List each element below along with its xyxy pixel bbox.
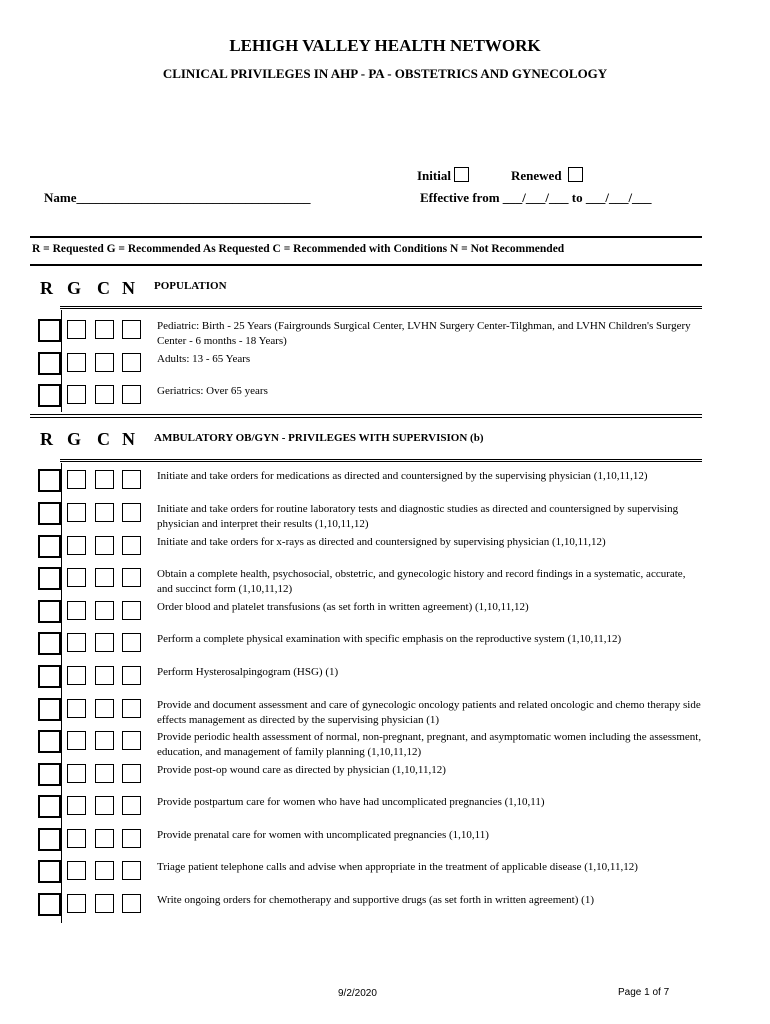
requested-checkbox[interactable] bbox=[38, 828, 61, 851]
privilege-text: Provide periodic health assessment of normal, non-pregnant, pregnant, and asymptomatic women including the assessment, education, and management of family planning (1,10,11,12) bbox=[157, 731, 702, 758]
requested-checkbox[interactable] bbox=[38, 763, 61, 786]
requested-checkbox[interactable] bbox=[38, 795, 61, 818]
not-recommended-checkbox[interactable] bbox=[122, 666, 141, 685]
privilege-text: Provide postpartum care for women who have had uncomplicated pregnancies (1,10,11) bbox=[157, 796, 545, 808]
privilege-text: Provide post-op wound care as directed by physician (1,10,11,12) bbox=[157, 764, 446, 776]
not-recommended-checkbox[interactable] bbox=[122, 353, 141, 372]
not-recommended-checkbox[interactable] bbox=[122, 320, 141, 339]
requested-checkbox[interactable] bbox=[38, 384, 61, 407]
requested-checkbox[interactable] bbox=[38, 502, 61, 525]
recommended-checkbox[interactable] bbox=[67, 764, 86, 783]
conditions-checkbox[interactable] bbox=[95, 320, 114, 339]
section-rule bbox=[60, 459, 702, 460]
conditions-checkbox[interactable] bbox=[95, 796, 114, 815]
conditions-checkbox[interactable] bbox=[95, 764, 114, 783]
col-c: C bbox=[97, 429, 110, 449]
not-recommended-checkbox[interactable] bbox=[122, 894, 141, 913]
requested-checkbox[interactable] bbox=[38, 319, 61, 342]
requested-checkbox[interactable] bbox=[38, 632, 61, 655]
not-recommended-checkbox[interactable] bbox=[122, 601, 141, 620]
recommended-checkbox[interactable] bbox=[67, 503, 86, 522]
privilege-text: Write ongoing orders for chemotherapy and supportive drugs (as set forth in written agreement) (1) bbox=[157, 894, 594, 906]
name-label: Name bbox=[44, 190, 77, 205]
column-headers-2 bbox=[40, 429, 150, 451]
initial-field bbox=[417, 167, 469, 184]
conditions-checkbox[interactable] bbox=[95, 470, 114, 489]
section-rule bbox=[30, 414, 702, 415]
document-subtitle: CLINICAL PRIVILEGES IN AHP - PA - OBSTETRICS AND GYNECOLOGY bbox=[162, 66, 608, 81]
col-r: R bbox=[40, 278, 53, 298]
conditions-checkbox[interactable] bbox=[95, 731, 114, 750]
recommended-checkbox[interactable] bbox=[67, 320, 86, 339]
recommended-checkbox[interactable] bbox=[67, 601, 86, 620]
privilege-text: Initiate and take orders for x-rays as directed and countersigned by supervising physician (1,10,11,12) bbox=[157, 536, 606, 548]
recommended-checkbox[interactable] bbox=[67, 731, 86, 750]
conditions-checkbox[interactable] bbox=[95, 353, 114, 372]
recommended-checkbox[interactable] bbox=[67, 568, 86, 587]
not-recommended-checkbox[interactable] bbox=[122, 731, 141, 750]
requested-checkbox[interactable] bbox=[38, 860, 61, 883]
col-n: N bbox=[122, 278, 135, 298]
col-g: G bbox=[67, 278, 82, 298]
not-recommended-checkbox[interactable] bbox=[122, 568, 141, 587]
footer-page: Page 1 of 7 bbox=[618, 987, 670, 998]
not-recommended-checkbox[interactable] bbox=[122, 861, 141, 880]
recommended-checkbox[interactable] bbox=[67, 385, 86, 404]
privilege-text: Pediatric: Birth - 25 Years (Fairgrounds Surgical Center, LVHN Surgery Center-Tilghman, and LVHN Children's Surgery Center - 6 months - 18 Years) bbox=[157, 320, 691, 347]
effective-dates[interactable]: Effective from ___/___/___ to ___/___/___ bbox=[420, 190, 652, 205]
privilege-text: Initiate and take orders for medications as directed and countersigned by the supervising physician (1,10,11,12) bbox=[157, 470, 648, 482]
renewed-field bbox=[511, 167, 583, 184]
not-recommended-checkbox[interactable] bbox=[122, 503, 141, 522]
privilege-text: Perform a complete physical examination with specific emphasis on the reproductive system (1,10,11,12) bbox=[157, 633, 622, 645]
not-recommended-checkbox[interactable] bbox=[122, 536, 141, 555]
name-blank[interactable]: ____________________________________ bbox=[76, 190, 311, 205]
requested-checkbox[interactable] bbox=[38, 893, 61, 916]
recommended-checkbox[interactable] bbox=[67, 699, 86, 718]
privilege-text: Geriatrics: Over 65 years bbox=[157, 385, 268, 397]
recommended-checkbox[interactable] bbox=[67, 829, 86, 848]
privilege-text: Provide prenatal care for women with uncomplicated pregnancies (1,10,11) bbox=[157, 829, 489, 841]
conditions-checkbox[interactable] bbox=[95, 894, 114, 913]
recommended-checkbox[interactable] bbox=[67, 861, 86, 880]
not-recommended-checkbox[interactable] bbox=[122, 829, 141, 848]
not-recommended-checkbox[interactable] bbox=[122, 633, 141, 652]
privilege-text: Provide and document assessment and care of gynecologic oncology patients and related oncologic and chemo therapy side effects management as directed by the supervising physician (1) bbox=[157, 699, 701, 726]
column-headers-1 bbox=[40, 278, 150, 300]
legend-bottom-rule bbox=[30, 264, 702, 266]
privilege-text: Adults: 13 - 65 Years bbox=[157, 353, 251, 365]
renewed-label: Renewed bbox=[511, 168, 562, 183]
conditions-checkbox[interactable] bbox=[95, 601, 114, 620]
conditions-checkbox[interactable] bbox=[95, 385, 114, 404]
col-r: R bbox=[40, 429, 53, 449]
privilege-text: Perform Hysterosalpingogram (HSG) (1) bbox=[157, 666, 339, 678]
privilege-text: Initiate and take orders for routine laboratory tests and diagnostic studies as directed and countersigned by supervising physician and interpret their results (1,10,11,12) bbox=[157, 503, 679, 530]
requested-checkbox[interactable] bbox=[38, 698, 61, 721]
footer-date: 9/2/2020 bbox=[338, 988, 377, 999]
initial-checkbox[interactable] bbox=[454, 167, 469, 182]
not-recommended-checkbox[interactable] bbox=[122, 699, 141, 718]
section-title: POPULATION bbox=[154, 280, 227, 292]
conditions-checkbox[interactable] bbox=[95, 503, 114, 522]
requested-checkbox[interactable] bbox=[38, 600, 61, 623]
name-field[interactable] bbox=[44, 190, 311, 206]
recommended-checkbox[interactable] bbox=[67, 353, 86, 372]
section-rule bbox=[60, 308, 702, 309]
not-recommended-checkbox[interactable] bbox=[122, 470, 141, 489]
conditions-checkbox[interactable] bbox=[95, 829, 114, 848]
section-rule bbox=[60, 306, 702, 307]
conditions-checkbox[interactable] bbox=[95, 666, 114, 685]
initial-label: Initial bbox=[417, 168, 451, 183]
not-recommended-checkbox[interactable] bbox=[122, 796, 141, 815]
recommended-checkbox[interactable] bbox=[67, 633, 86, 652]
legend: R = Requested G = Recommended As Requested C = Recommended with Conditions N = Not Recommended bbox=[32, 243, 565, 255]
not-recommended-checkbox[interactable] bbox=[122, 385, 141, 404]
not-recommended-checkbox[interactable] bbox=[122, 764, 141, 783]
conditions-checkbox[interactable] bbox=[95, 633, 114, 652]
requested-checkbox[interactable] bbox=[38, 665, 61, 688]
legend-top-rule bbox=[30, 236, 702, 238]
recommended-checkbox[interactable] bbox=[67, 894, 86, 913]
conditions-checkbox[interactable] bbox=[95, 699, 114, 718]
requested-checkbox[interactable] bbox=[38, 535, 61, 558]
column-divider bbox=[61, 463, 62, 923]
recommended-checkbox[interactable] bbox=[67, 796, 86, 815]
section-rule bbox=[60, 461, 702, 462]
conditions-checkbox[interactable] bbox=[95, 536, 114, 555]
requested-checkbox[interactable] bbox=[38, 567, 61, 590]
requested-checkbox[interactable] bbox=[38, 730, 61, 753]
recommended-checkbox[interactable] bbox=[67, 536, 86, 555]
requested-checkbox[interactable] bbox=[38, 352, 61, 375]
renewed-checkbox[interactable] bbox=[568, 167, 583, 182]
privilege-text: Order blood and platelet transfusions (as set forth in written agreement) (1,10,11,12) bbox=[157, 601, 529, 613]
column-divider bbox=[61, 310, 62, 412]
section-title: AMBULATORY OB/GYN - PRIVILEGES WITH SUPERVISION (b) bbox=[154, 432, 484, 444]
recommended-checkbox[interactable] bbox=[67, 666, 86, 685]
recommended-checkbox[interactable] bbox=[67, 470, 86, 489]
section-rule bbox=[30, 417, 702, 418]
col-n: N bbox=[122, 429, 135, 449]
privilege-text: Obtain a complete health, psychosocial, obstetric, and gynecologic history and record findings in a systematic, accurate, and succinct form (1,10,11,12) bbox=[157, 568, 686, 595]
requested-checkbox[interactable] bbox=[38, 469, 61, 492]
conditions-checkbox[interactable] bbox=[95, 861, 114, 880]
col-c: C bbox=[97, 278, 110, 298]
document-title: LEHIGH VALLEY HEALTH NETWORK bbox=[229, 36, 541, 55]
privilege-text: Triage patient telephone calls and advise when appropriate in the treatment of applicable disease (1,10,11,12) bbox=[157, 861, 638, 873]
col-g: G bbox=[67, 429, 82, 449]
conditions-checkbox[interactable] bbox=[95, 568, 114, 587]
